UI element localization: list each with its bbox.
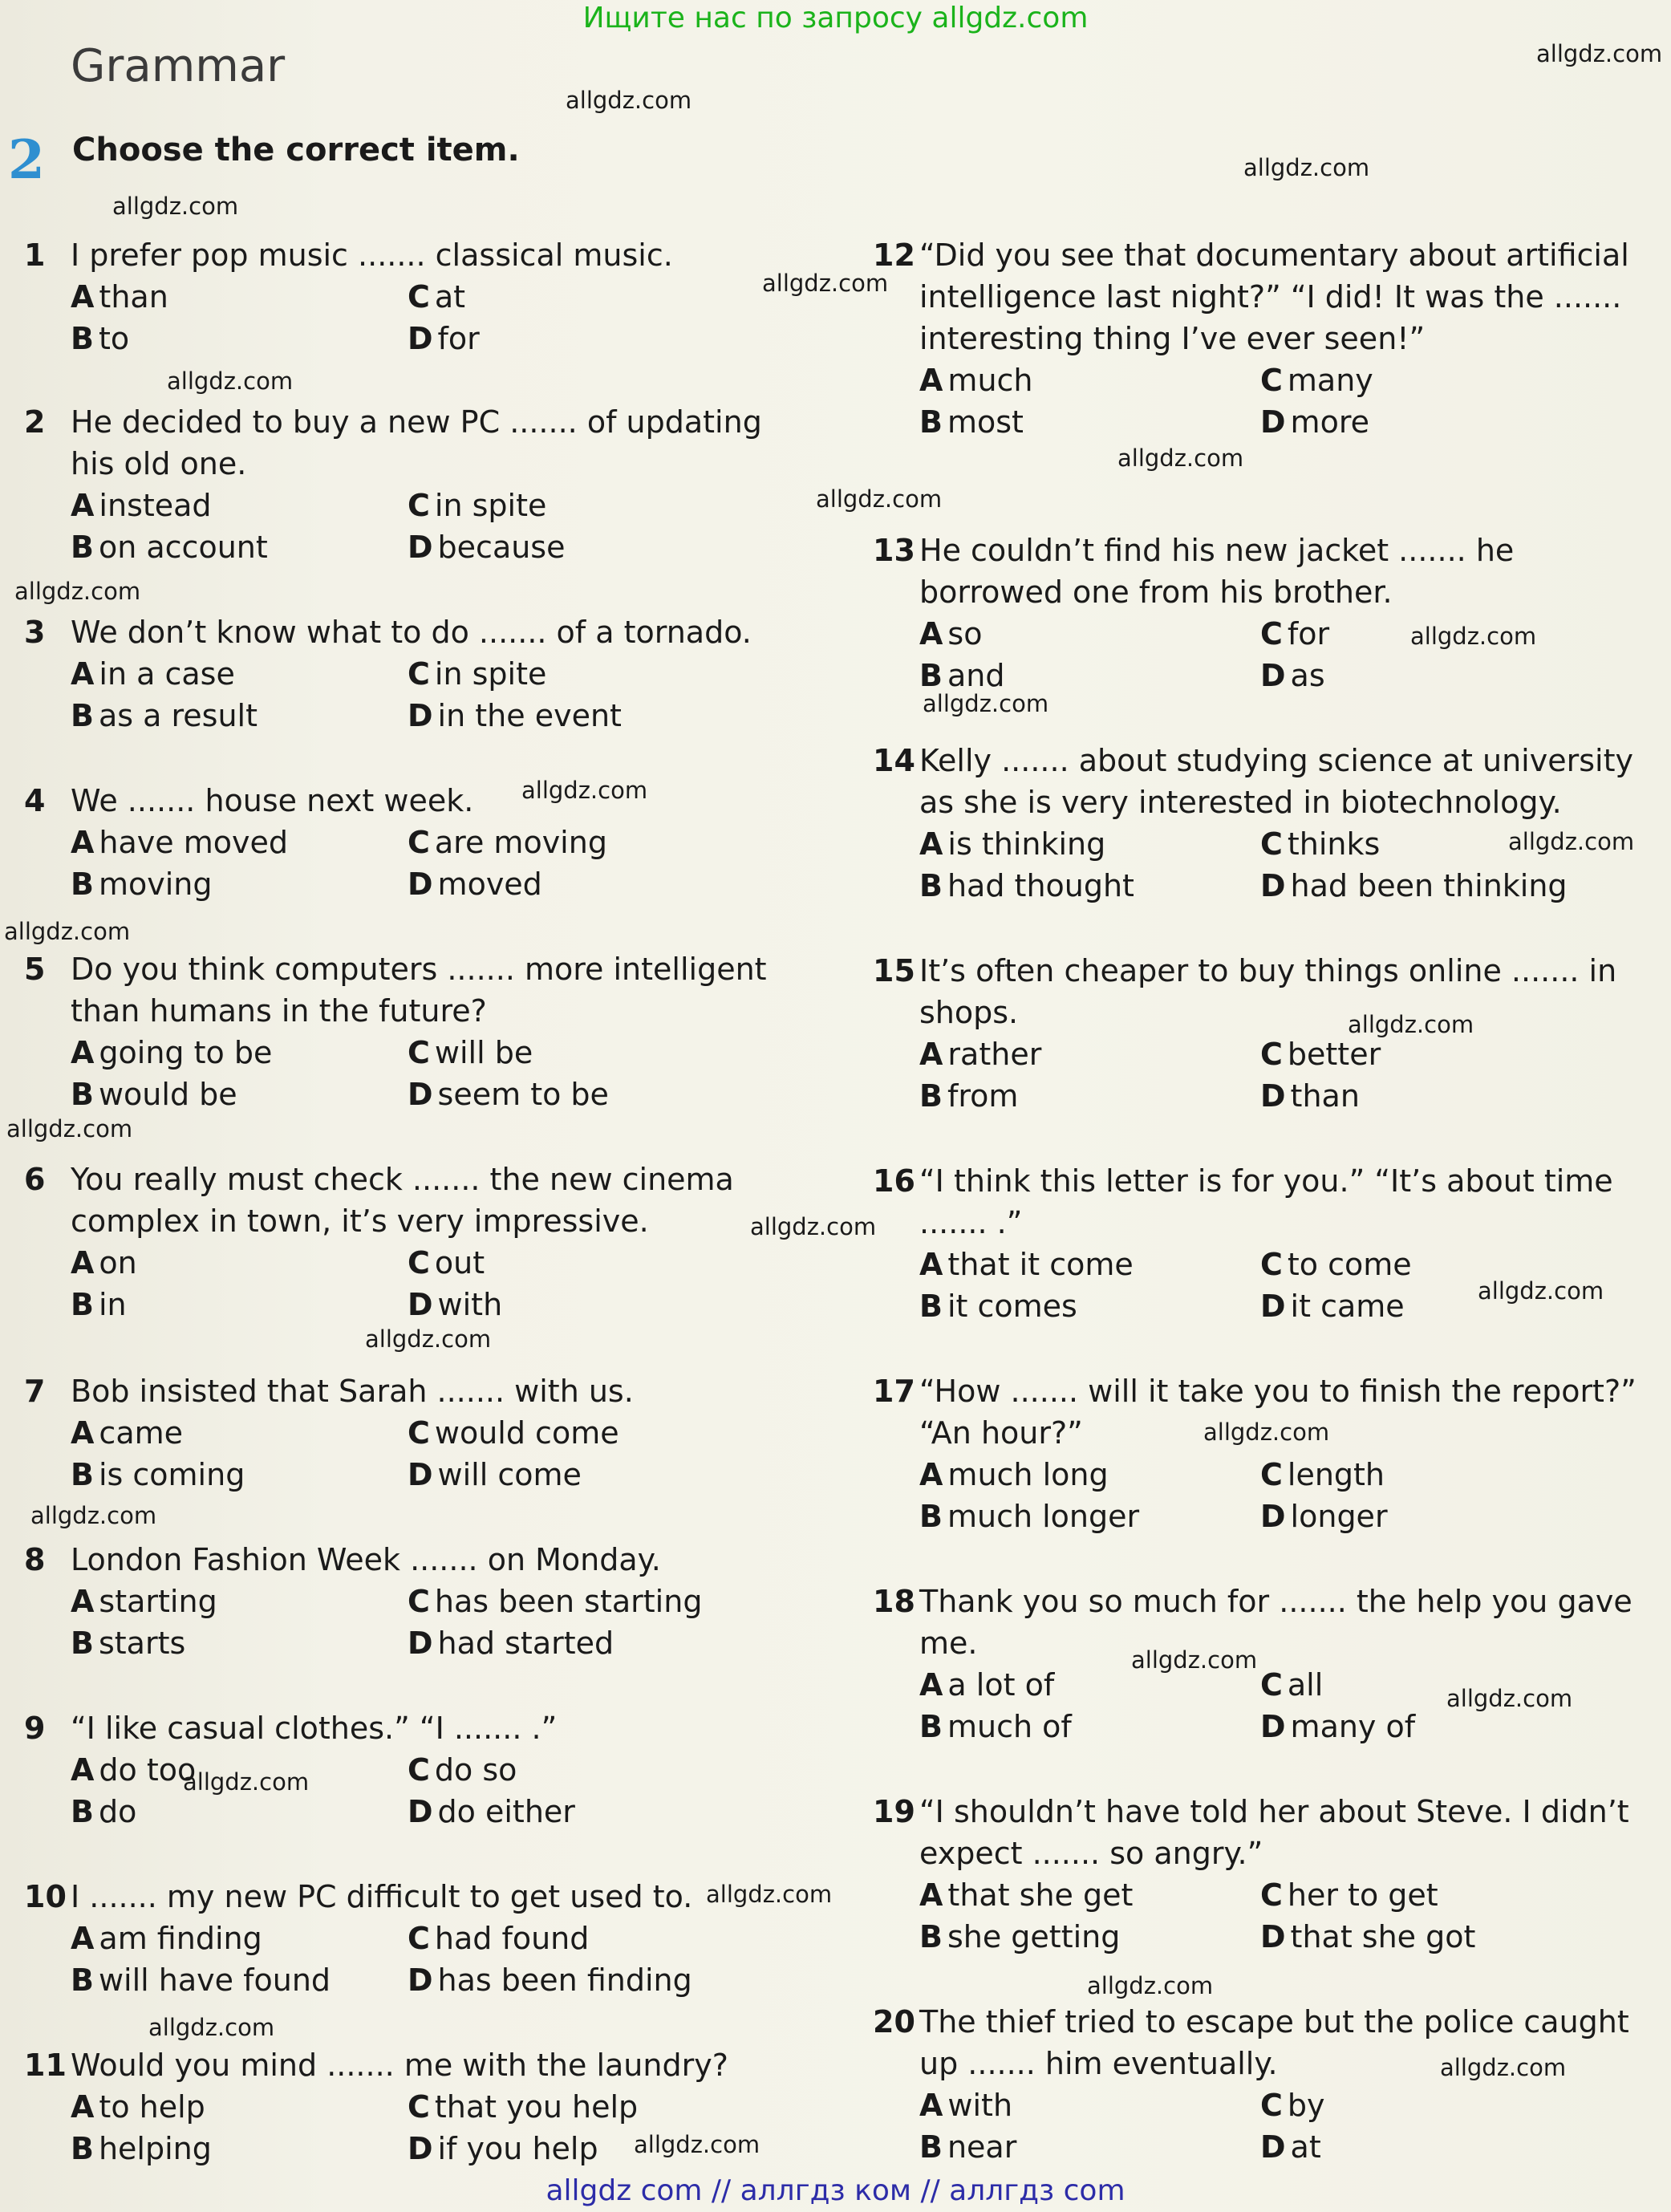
option-d[interactable]: D for <box>408 321 480 356</box>
option-d[interactable]: D more <box>1260 404 1369 440</box>
option-d[interactable]: D do either <box>408 1794 575 1829</box>
question-4 <box>24 780 786 905</box>
question-stem: It’s often cheaper to buy things online ....... in shops. <box>919 953 1617 1030</box>
question-5 <box>24 948 786 1115</box>
question-number: 16 <box>873 1163 915 1199</box>
question-number: 8 <box>24 1542 46 1577</box>
option-b[interactable]: B as a result <box>71 698 258 733</box>
option-c[interactable]: C that you help <box>408 2089 639 2125</box>
watermark: allgdz.com <box>1508 828 1635 855</box>
question-12 <box>873 234 1655 443</box>
option-c[interactable]: C for <box>1260 616 1330 651</box>
question-number: 6 <box>24 1162 46 1197</box>
option-a[interactable]: A much <box>919 363 1033 398</box>
watermark: allgdz.com <box>1131 1646 1258 1674</box>
watermark: allgdz.com <box>4 918 131 945</box>
question-17 <box>873 1370 1655 1537</box>
question-stem: I prefer pop music ....... classical music. <box>71 237 673 273</box>
option-c[interactable]: C to come <box>1260 1247 1412 1282</box>
option-d[interactable]: D as <box>1260 658 1325 693</box>
instruction: Choose the correct item. <box>72 132 520 168</box>
option-b[interactable]: B starts <box>71 1626 186 1661</box>
option-b[interactable]: B much of <box>919 1709 1072 1744</box>
question-number: 14 <box>873 743 915 778</box>
option-c[interactable]: C at <box>408 279 466 315</box>
question-number: 13 <box>873 533 915 568</box>
question-stem: He couldn’t find his new jacket ....... he borrowed one from his brother. <box>919 533 1515 610</box>
option-a[interactable]: A have moved <box>71 825 288 860</box>
option-a[interactable]: A rather <box>919 1037 1042 1072</box>
option-a[interactable]: A a lot of <box>919 1667 1055 1703</box>
footer-note[interactable]: allgdz com // аллгдз ком // аллгдз com <box>546 2174 1125 2207</box>
option-c[interactable]: C are moving <box>408 825 607 860</box>
option-d[interactable]: D that she got <box>1260 1919 1476 1954</box>
option-d[interactable]: D at <box>1260 2129 1321 2165</box>
option-d[interactable]: D with <box>408 1287 503 1322</box>
option-a[interactable]: A to help <box>71 2089 205 2125</box>
option-d[interactable]: D many of <box>1260 1709 1416 1744</box>
watermark: allgdz.com <box>30 1502 157 1529</box>
option-d[interactable]: D in the event <box>408 698 622 733</box>
header-note[interactable]: Ищите нас по запросу allgdz.com <box>582 2 1089 34</box>
option-c[interactable]: C had found <box>408 1921 590 1956</box>
option-b[interactable]: B on account <box>71 530 268 565</box>
question-stem: We ....... house next week. <box>71 783 474 818</box>
option-b[interactable]: B from <box>919 1078 1019 1114</box>
option-c[interactable]: C in spite <box>408 488 547 523</box>
option-a[interactable]: A starting <box>71 1584 217 1619</box>
watermark: allgdz.com <box>1117 444 1244 472</box>
watermark: allgdz.com <box>706 1881 833 1908</box>
option-d[interactable]: D will come <box>408 1457 582 1492</box>
option-b[interactable]: B is coming <box>71 1457 245 1492</box>
question-number: 11 <box>24 2048 67 2083</box>
question-9 <box>24 1707 786 1833</box>
watermark: allgdz.com <box>923 690 1049 717</box>
watermark: allgdz.com <box>1478 1277 1604 1305</box>
option-c[interactable]: C all <box>1260 1667 1324 1703</box>
option-a[interactable]: A in a case <box>71 656 235 692</box>
question-7 <box>24 1370 786 1496</box>
question-stem: You really must check ....... the new cinema complex in town, it’s very impressive. <box>71 1162 734 1239</box>
question-3 <box>24 611 786 737</box>
watermark: allgdz.com <box>1410 623 1537 650</box>
option-a[interactable]: A much long <box>919 1457 1109 1492</box>
option-d[interactable]: D than <box>1260 1078 1360 1114</box>
question-14 <box>873 740 1655 907</box>
question-number: 19 <box>873 1794 915 1829</box>
question-2 <box>24 401 786 568</box>
watermark: allgdz.com <box>1243 154 1370 181</box>
question-stem: Kelly ....... about studying science at university as she is very interested in biotechnology. <box>919 743 1633 820</box>
option-c[interactable]: C her to get <box>1260 1877 1438 1913</box>
question-stem: London Fashion Week ....... on Monday. <box>71 1542 661 1577</box>
option-b[interactable]: B she getting <box>919 1919 1121 1954</box>
option-a[interactable]: A on <box>71 1245 137 1281</box>
option-d[interactable]: D has been finding <box>408 1962 692 1998</box>
watermark: allgdz.com <box>183 1768 310 1796</box>
option-a[interactable]: A is thinking <box>919 826 1106 862</box>
option-a[interactable]: A instead <box>71 488 212 523</box>
watermark: allgdz.com <box>1203 1419 1330 1446</box>
question-20 <box>873 2001 1655 2168</box>
question-8 <box>24 1539 786 1664</box>
option-b[interactable]: B moving <box>71 867 213 902</box>
watermark: allgdz.com <box>816 485 943 513</box>
question-number: 4 <box>24 783 46 818</box>
option-a[interactable]: A so <box>919 616 983 651</box>
watermark: allgdz.com <box>148 2014 275 2041</box>
question-stem: Do you think computers ....... more intelligent than humans in the future? <box>71 952 767 1029</box>
option-c[interactable]: C by <box>1260 2088 1325 2123</box>
watermark: allgdz.com <box>167 367 294 395</box>
option-c[interactable]: C thinks <box>1260 826 1381 862</box>
option-d[interactable]: D it came <box>1260 1289 1405 1324</box>
question-6 <box>24 1159 786 1325</box>
question-13 <box>873 530 1655 696</box>
option-c[interactable]: C length <box>1260 1457 1385 1492</box>
question-stem: “I like casual clothes.” “I ....... .” <box>71 1711 558 1746</box>
question-number: 9 <box>24 1711 46 1746</box>
question-number: 15 <box>873 953 915 988</box>
option-a[interactable]: A that it come <box>919 1247 1134 1282</box>
option-c[interactable]: C do so <box>408 1752 517 1788</box>
option-b[interactable]: B had thought <box>919 868 1134 903</box>
section-title: Grammar <box>71 40 286 92</box>
watermark: allgdz.com <box>521 777 648 804</box>
question-number: 2 <box>24 404 46 440</box>
watermark: allgdz.com <box>750 1213 877 1240</box>
watermark: allgdz.com <box>1446 1685 1573 1712</box>
watermark: allgdz.com <box>1536 40 1663 67</box>
option-b[interactable]: B in <box>71 1287 127 1322</box>
option-d[interactable]: D longer <box>1260 1499 1388 1534</box>
question-stem: “I shouldn’t have told her about Steve. I didn’t expect ....... so angry.” <box>919 1794 1629 1871</box>
option-b[interactable]: B helping <box>71 2131 212 2166</box>
option-d[interactable]: D had started <box>408 1626 614 1661</box>
option-c[interactable]: C many <box>1260 363 1373 398</box>
option-d[interactable]: D if you help <box>408 2131 598 2166</box>
watermark: allgdz.com <box>634 2131 760 2158</box>
question-stem: He decided to buy a new PC ....... of updating his old one. <box>71 404 762 481</box>
question-number: 12 <box>873 237 915 273</box>
option-b[interactable]: B most <box>919 404 1024 440</box>
watermark: allgdz.com <box>762 270 889 297</box>
question-stem: I ....... my new PC difficult to get used to. <box>71 1879 693 1914</box>
option-a[interactable]: A with <box>919 2088 1013 2123</box>
question-number: 18 <box>873 1584 915 1619</box>
option-c[interactable]: C out <box>408 1245 485 1281</box>
option-a[interactable]: A than <box>71 279 168 315</box>
question-number: 5 <box>24 952 46 987</box>
question-stem: We don’t know what to do ....... of a tornado. <box>71 615 752 650</box>
option-a[interactable]: A going to be <box>71 1035 273 1070</box>
question-number: 10 <box>24 1879 67 1914</box>
question-15 <box>873 950 1655 1117</box>
exercise-number: 2 <box>8 128 45 191</box>
option-d[interactable]: D moved <box>408 867 542 902</box>
watermark: allgdz.com <box>566 87 692 114</box>
question-stem: “Did you see that documentary about artificial intelligence last night?” “I did! It was the ....... interesting thing I’ve ever seen!” <box>919 237 1629 356</box>
question-number: 7 <box>24 1374 46 1409</box>
option-c[interactable]: C better <box>1260 1037 1381 1072</box>
option-b[interactable]: B will have found <box>71 1962 331 1998</box>
question-stem: Bob insisted that Sarah ....... with us. <box>71 1374 634 1409</box>
option-a[interactable]: A do too <box>71 1752 197 1788</box>
option-b[interactable]: B much longer <box>919 1499 1140 1534</box>
option-b[interactable]: B it comes <box>919 1289 1077 1324</box>
option-b[interactable]: B to <box>71 321 130 356</box>
watermark: allgdz.com <box>6 1115 133 1143</box>
watermark: allgdz.com <box>1087 1972 1214 1999</box>
option-b[interactable]: B do <box>71 1794 137 1829</box>
option-d[interactable]: D had been thinking <box>1260 868 1568 903</box>
option-c[interactable]: C would come <box>408 1415 619 1451</box>
watermark: allgdz.com <box>14 578 141 605</box>
option-c[interactable]: C will be <box>408 1035 533 1070</box>
question-10 <box>24 1876 786 2001</box>
question-19 <box>873 1791 1655 1958</box>
question-stem: Would you mind ....... me with the laundry? <box>71 2048 728 2083</box>
question-stem: “How ....... will it take you to finish the report?” “An hour?” <box>919 1374 1637 1451</box>
option-b[interactable]: B near <box>919 2129 1017 2165</box>
watermark: allgdz.com <box>1440 2054 1567 2081</box>
question-stem: The thief tried to escape but the police caught up ....... him eventually. <box>919 2004 1629 2081</box>
question-number: 3 <box>24 615 46 650</box>
option-b[interactable]: B would be <box>71 1077 237 1112</box>
question-number: 17 <box>873 1374 915 1409</box>
option-b[interactable]: B and <box>919 658 1005 693</box>
question-18 <box>873 1581 1655 1747</box>
question-number: 20 <box>873 2004 915 2040</box>
question-stem: “I think this letter is for you.” “It’s about time ....... .” <box>919 1163 1613 1240</box>
option-d[interactable]: D because <box>408 530 566 565</box>
option-c[interactable]: C has been starting <box>408 1584 703 1619</box>
option-a[interactable]: A am finding <box>71 1921 262 1956</box>
watermark: allgdz.com <box>365 1325 492 1353</box>
option-d[interactable]: D seem to be <box>408 1077 609 1112</box>
question-number: 1 <box>24 237 46 273</box>
watermark: allgdz.com <box>112 193 239 220</box>
option-c[interactable]: C in spite <box>408 656 547 692</box>
watermark: allgdz.com <box>1348 1011 1474 1038</box>
option-a[interactable]: A that she get <box>919 1877 1134 1913</box>
question-stem: Thank you so much for ....... the help you gave me. <box>919 1584 1632 1661</box>
option-a[interactable]: A came <box>71 1415 183 1451</box>
question-1 <box>24 234 786 359</box>
